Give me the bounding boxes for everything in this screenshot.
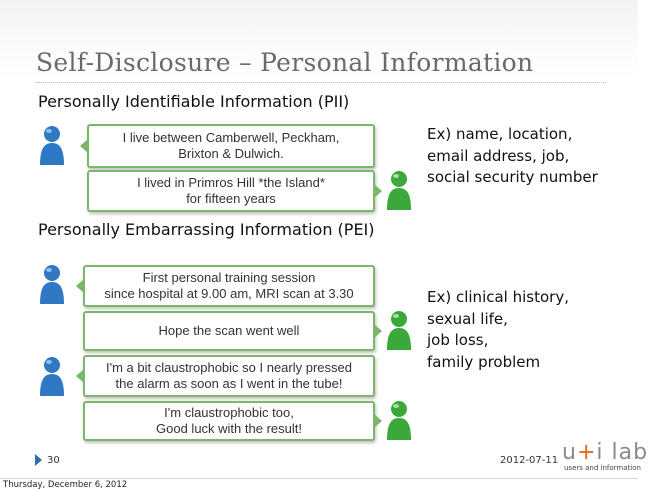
green-person-icon — [385, 310, 413, 350]
bubble-line: since hospital at 9.00 am, MRI scan at 3.30 — [104, 286, 354, 301]
green-person-icon — [385, 400, 413, 440]
blue-person-icon — [38, 125, 66, 165]
green-person-icon — [385, 170, 413, 210]
example-line: job loss, — [427, 331, 489, 349]
bubble-line: Good luck with the result! — [156, 421, 302, 436]
example-line: Ex) clinical history, — [427, 288, 569, 306]
bubble-line: I'm a bit claustrophobic so I nearly pressed — [106, 360, 352, 375]
slide-title: Self-Disclosure – Personal Information — [36, 48, 534, 77]
bubble-line: Brixton & Dulwich. — [178, 146, 284, 161]
speech-bubble — [87, 124, 375, 168]
page-arrow-icon — [35, 454, 42, 466]
pei-heading: Personally Embarrassing Information (PEI) — [38, 220, 375, 239]
bubble-line: Hope the scan went well — [158, 323, 300, 338]
bubble-line: I live between Camberwell, Peckham, — [122, 130, 340, 145]
bubble-line: First personal training session — [142, 270, 316, 285]
pei-examples — [427, 287, 569, 373]
pii-examples — [427, 124, 598, 189]
speech-bubble — [83, 311, 375, 351]
speech-bubble — [87, 170, 375, 212]
title-divider — [36, 82, 606, 83]
example-line: email address, job, — [427, 146, 570, 165]
example-line: social security number — [427, 168, 598, 186]
blue-person-icon — [38, 264, 66, 304]
slide-date: 2012-07-11 — [500, 455, 559, 466]
speech-bubble — [83, 355, 375, 397]
ui-lab-logo: u+i lab users and information — [562, 440, 648, 472]
example-line: sexual life, — [427, 309, 508, 328]
print-date: Thursday, December 6, 2012 — [3, 480, 128, 490]
example-line: family problem — [427, 352, 541, 371]
blue-person-icon — [38, 356, 66, 396]
speech-bubble — [83, 401, 375, 441]
bubble-line: the alarm as soon as I went in the tube! — [115, 376, 343, 391]
bubble-line: for fifteen years — [186, 191, 276, 206]
bubble-line: I lived in Primros Hill *the Island* — [137, 175, 325, 190]
bubble-line: I'm claustrophobic too, — [164, 405, 294, 420]
example-line: Ex) name, location, — [427, 125, 573, 143]
pii-heading: Personally Identifiable Information (PII) — [38, 92, 350, 111]
speech-bubble — [83, 265, 375, 307]
page-number: 30 — [47, 455, 60, 466]
